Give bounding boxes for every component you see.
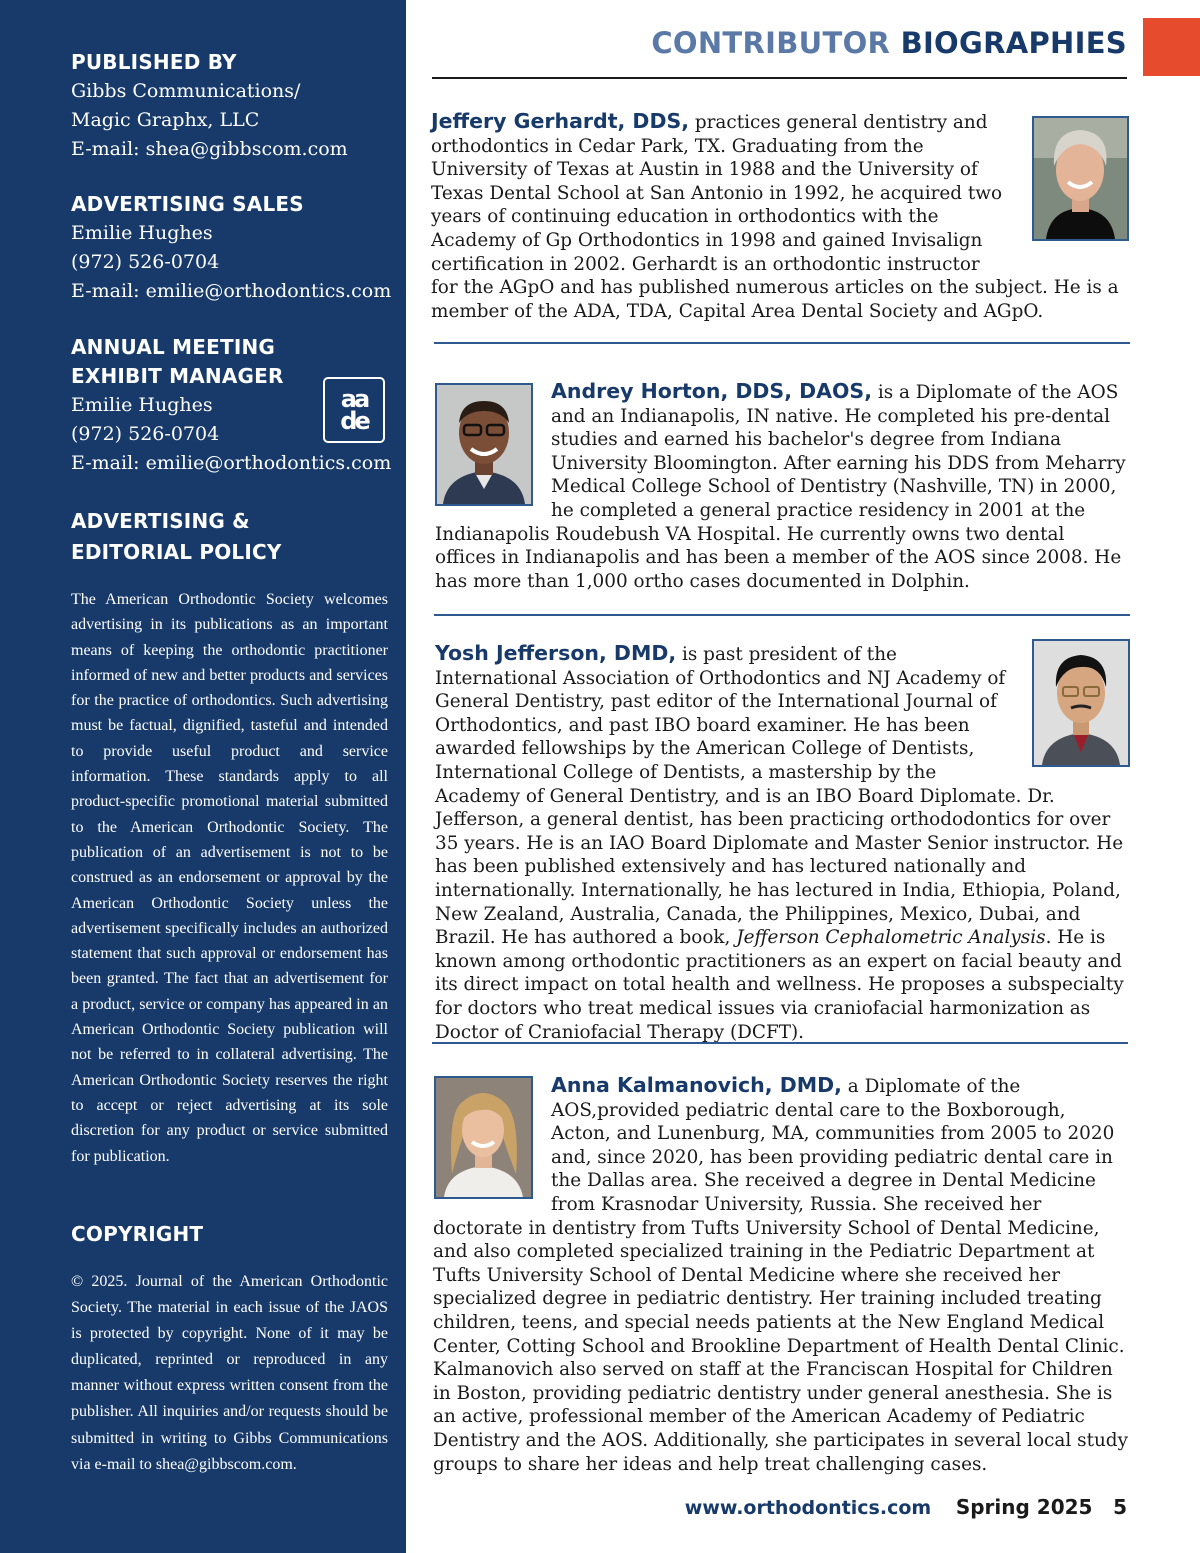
- policy-heading: ADVERTISING &: [71, 509, 250, 533]
- ad-sales-phone: (972) 526-0704: [71, 251, 220, 273]
- exhibit-contact: Emilie Hughes: [71, 394, 213, 416]
- bio-jefferson: [435, 642, 1130, 1044]
- photo-wrap-spacer: [433, 1074, 551, 1214]
- photo-wrap-spacer: [1018, 642, 1130, 782]
- page-footer: [685, 1495, 1127, 1519]
- issue-label: Spring 2025: [955, 1495, 1093, 1519]
- published-heading: PUBLISHED BY: [71, 50, 237, 74]
- section-tab: [1143, 18, 1200, 76]
- bio-name: Anna Kalmanovich, DMD,: [551, 1073, 842, 1097]
- publisher-line: Gibbs Communications/: [71, 80, 301, 102]
- bio-text: practices general dentistry and orthodontics in Cedar Park, TX. Graduating from the University of Texas at Austin in 1988 and the University of Texas Dental School at San Antonio in 1992, he acquired two years of continuing education in orthodontics with the Academy of Gp Orthodontics in 1998 and gained Invisalign certification in 2002. Gerhardt is an orthodontic instructor for the AGpO and has published numerous articles on the subject. He is a member of the ADA, TDA, Capital Area Dental Society and AGpO.: [431, 112, 1119, 322]
- policy-text: The American Orthodontic Society welcomes advertising in its publications as an important means of keeping the orthodontic practitioner informed of new and better products and services for the practice of orthodontics. Such advertising must be factual, dignified, tasteful and intended to provide useful product and service information. These standards apply to all product-specific promotional material submitted to the American Orthodontic Society. The publication of an advertisement is not to be construed as an endorsement or approval by the American Orthodontic Society unless the advertisement specifically includes an authorized statement that such approval or endorsement has been granted. The fact that an advertisement for a product, service or company has appeared in an American Orthodontic Society publication will not be referred to in collateral advertising. The American Orthodontic Society reserves the right to accept or reject advertising at its sole discretion for any product or service submitted for publication.: [71, 591, 388, 1165]
- exhibit-manager-heading: EXHIBIT MANAGER: [71, 364, 284, 388]
- bio-gerhardt: [431, 110, 1131, 323]
- logo-bottom: de: [340, 407, 368, 435]
- aade-logo: [323, 377, 385, 443]
- ad-sales-contact: Emilie Hughes: [71, 222, 213, 244]
- bio-kalmanovich: [433, 1074, 1130, 1476]
- bio-name: Yosh Jefferson, DMD,: [435, 641, 677, 665]
- photo-wrap-spacer: [435, 380, 551, 520]
- page-title-light: CONTRIBUTOR: [651, 26, 891, 60]
- bio-text: a Diplomate of the AOS,provided pediatric dental care to the Boxborough, Acton, and Lunenburg, MA, communities from 2005 to 2020 and, since 2020, has been providing pediatric dental care in the Dallas area. She received a degree in Dental Medicine from Krasnodar University, Russia. She received her doctorate in dentistry from Tufts University School of Dental Medicine, and also completed specialized training in the Pediatric Department at Tufts University School of Dental Medicine where she received her specialized degree in pediatric dentistry. Her training included treating children, teens, and special needs patients at the New England Medical Center, Cotting School and Brookline Department of Health Dental Clinic. Kalmanovich also served on staff at the Franciscan Hospital for Children in Boston, providing pediatric dentistry under general anesthesia. She is an active, professional member of the American Academy of Pediatric Dentistry and the AOS. Additionally, she participates in several local study groups to share her ideas and help treat challenging cases.: [433, 1076, 1128, 1475]
- policy-heading-2: EDITORIAL POLICY: [71, 540, 282, 564]
- sidebar: [0, 0, 406, 1553]
- header-divider: [432, 77, 1127, 79]
- bio-divider: [432, 1042, 1128, 1044]
- publisher-line: Magic Graphx, LLC: [71, 109, 260, 131]
- logo-top: aa: [340, 385, 368, 413]
- photo-wrap-spacer: [1011, 110, 1131, 260]
- copyright-heading: COPYRIGHT: [71, 1222, 204, 1246]
- bio-name: Jeffery Gerhardt, DDS,: [431, 109, 690, 133]
- annual-meeting-heading: ANNUAL MEETING: [71, 335, 276, 359]
- book-title: Jefferson Cephalometric Analysis: [736, 927, 1046, 949]
- exhibit-email[interactable]: E-mail: emilie@orthodontics.com: [71, 452, 392, 474]
- page-title: [651, 26, 1127, 60]
- bio-text-cont: . He is known among orthodontic practitioners as an expert on facial beauty and its direct impact on total health and wellness. He proposes a subspecialty for doctors who treat medical issues via craniofacial harmonization as Doctor of Craniofacial Therapy (DCFT).: [435, 927, 1124, 1043]
- bio-divider: [434, 614, 1130, 616]
- bio-text: is a Diplomate of the AOS and an Indianapolis, IN native. He completed his pre-dental studies and earned his bachelor's degree from Indiana University Bloomington. After earning his DDS from Meharry Medical College School of Dentistry (Nashville, TN) in 2000, he completed a general practice residency in 2001 at the Indianapolis Roudebush VA Hospital. He currently owns two dental offices in Indianapolis and has been a member of the AOS since 2008. He has more than 1,000 ortho cases documented in Dolphin.: [435, 382, 1126, 592]
- page-title-bold: BIOGRAPHIES: [900, 26, 1127, 60]
- bio-name: Andrey Horton, DDS, DAOS,: [551, 379, 872, 403]
- publisher-email[interactable]: E-mail: shea@gibbscom.com: [71, 138, 348, 160]
- bio-divider: [434, 342, 1130, 344]
- page-number: 5: [1113, 1495, 1127, 1519]
- exhibit-phone: (972) 526-0704: [71, 423, 220, 445]
- ad-sales-heading: ADVERTISING SALES: [71, 192, 304, 216]
- copyright-text: © 2025. Journal of the American Orthodontic Society. The material in each issue of the JAOS is protected by copyright. None of it may be duplicated, reprinted or reproduced in any manner without express written consent from the publisher. All inquiries and/or requests should be submitted in writing to Gibbs Communications via e-mail to shea@gibbscom.com.: [71, 1273, 388, 1473]
- bio-horton: [435, 380, 1130, 593]
- ad-sales-email[interactable]: E-mail: emilie@orthodontics.com: [71, 280, 392, 302]
- website-link[interactable]: www.orthodontics.com: [684, 1497, 932, 1519]
- bio-text: is past president of the International Association of Orthodontics and NJ Academy of General Dentistry, past editor of the International Journal of Orthodontics, and past IBO board examiner. He has been awarded fellowships by the American College of Dentists, International College of Dentists, a mastership by the Academy of General Dentistry, and is an IBO Board Diplomate. Dr. Jefferson, a general dentist, has been practicing orthododontics for over 35 years. He is an IAO Board Diplomate and Master Senior instructor. He has been published extensively and has lectured nationally and internationally. Internationally, he has lectured in India, Ethiopia, Poland, New Zealand, Australia, Canada, the Philippines, Mexico, Dubai, and Brazil. He has authored a book,: [435, 644, 1124, 949]
